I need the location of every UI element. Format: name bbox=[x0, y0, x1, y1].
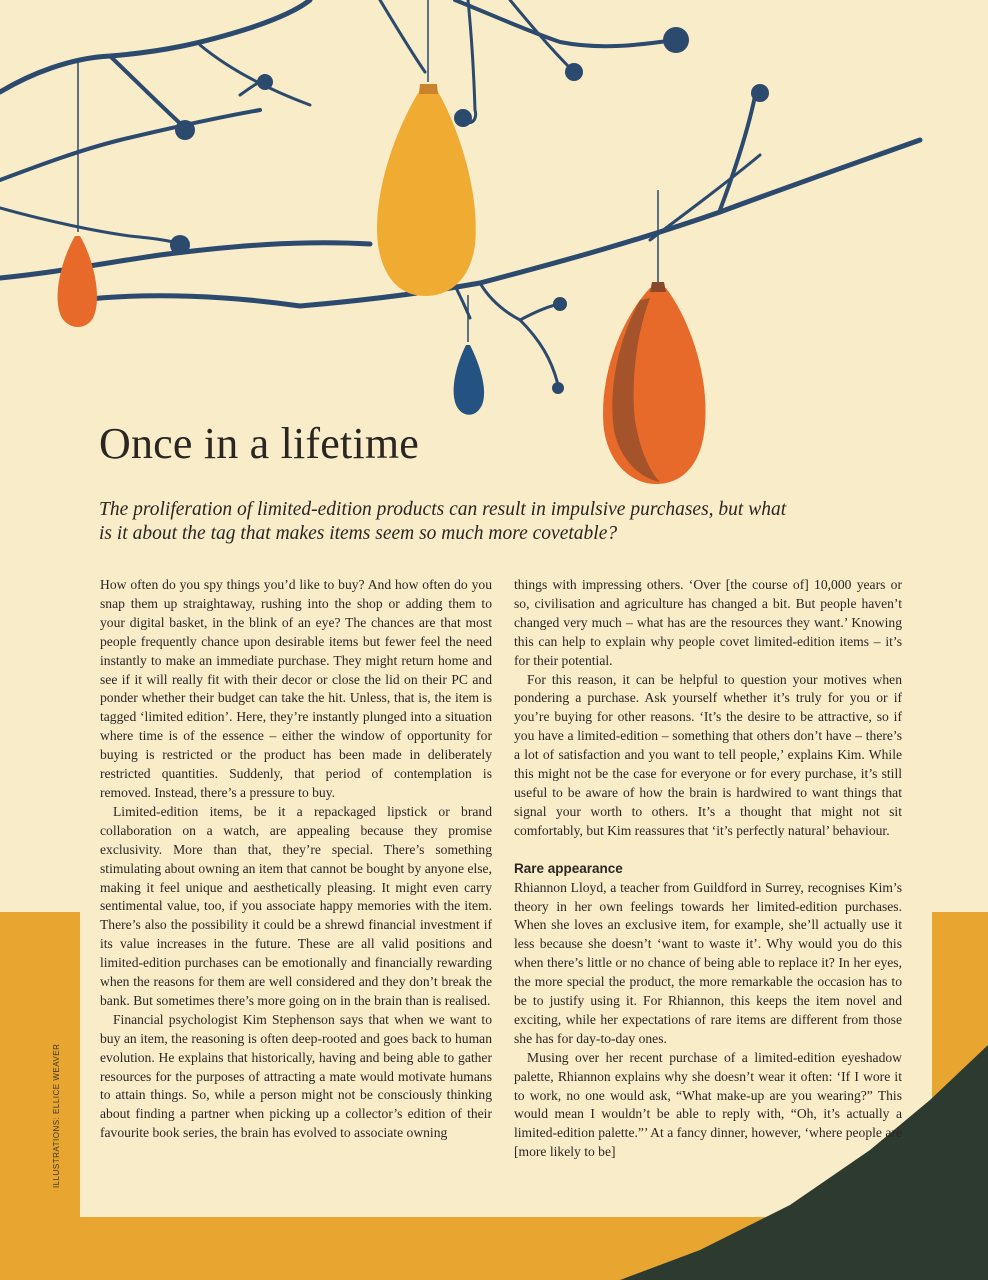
article-column-left bbox=[100, 576, 492, 1143]
paragraph: How often do you spy things you’d like to buy? And how often do you snap them up straightaway, rushing into the shop or adding them to your digital basket, in the blink of an eye? The chances are that most people frequently chance upon desirable items but fewer feel the need instantly to make an immediate purchase. They might return home and see if it will really fit with their decor or close the lid on their PC and ponder whether their budget can take the hit. Unless, that is, the item is tagged ‘limited edition’. Here, they’re instantly plunged into a situation where time is of the essence – either the window of opportunity for buying is restricted or the product has been made in deliberately restricted quantities. Suddenly, that period of contemplation is removed. Instead, there’s a pressure to buy. bbox=[100, 577, 492, 800]
paragraph: For this reason, it can be helpful to question your motives when pondering a purchase. Ask yourself whether it’s truly for you or if you’re buying for other reasons. ‘It’s the desire to be attractive, so if you have a limited-edition – something that others don’t have – there’s a lot of satisfaction and you want to tell people,’ explains Kim. While this might not be the case for everyone or for every purchase, it’s still useful to be aware of how the brain is hardwired to want things that signal your worth to others. It’s a thought that might not sit comfortably, but Kim reassures that ‘it’s perfectly natural’ behaviour. bbox=[514, 671, 902, 838]
paragraph: Rhiannon Lloyd, a teacher from Guildford in Surrey, recognises Kim’s theory in her own feelings towards her limited-edition purchases. When she loves an exclusive item, for example, she’ll actually use it less because she doesn’t ‘want to waste it’. Why would you do this when there’s little or no chance of being able to replace it? In her eyes, the more special the product, the more remarkable the occasion has to be to justify using it. For Rhiannon, this keeps the item novel and exciting, while her expectations of rare items are different from those she has for day-to-day ones. bbox=[514, 879, 902, 1046]
orange-balloon-knot bbox=[650, 282, 666, 292]
article-column-right bbox=[514, 576, 902, 1162]
yellow-balloon-knot bbox=[419, 84, 438, 94]
article-title: Once in a lifetime bbox=[99, 419, 420, 468]
paragraph: Musing over her recent purchase of a limited-edition eyeshadow palette, Rhiannon explains why she doesn’t wear it often: ‘If I wore it to work, no one would ask, “What make-up are you wearing?” This would mean I wouldn’t be able to reply with, “Oh, it’s actually a limited-edition palette.”’ At a fancy dinner, however, ‘where people are [more likely to be] bbox=[514, 1049, 902, 1160]
article-standfirst: The proliferation of limited-edition products can result in impulsive purchases, but what is it about the tag that makes items seem so much more covetable? bbox=[99, 499, 787, 544]
illustration-credit: ILLUSTRATIONS: ELLICE WEAVER bbox=[52, 1043, 61, 1188]
subheading: Rare appearance bbox=[514, 860, 623, 876]
paragraph: Limited-edition items, be it a repackaged lipstick or brand collaboration on a watch, are appealing because they promise exclusivity. More than that, they’re special. There’s something stimulating about owning an item that cannot be bought by anyone else, making it feel unique and aesthetically pleasing. It might even carry sentimental value, too, if you associate happy memories with the item. There’s also the possibility it could be a shrewd financial investment if its value increases in the future. These are all valid positions and limited-edition purchases can be emotionally and financially rewarding when the reasons for them are well considered and they don’t break the bank. But sometimes there’s more going on in the brain than is realised. bbox=[100, 803, 492, 1008]
paragraph: Financial psychologist Kim Stephenson says that when we want to buy an item, the reasoning is often deep-rooted and goes back to human evolution. He explains that historically, having and being able to gather resources for the purposes of attracting a mate would motivate humans to attain things. So, while a person might not be consciously thinking about finding a partner when picking up a collector’s edition of their favourite book series, the brain has evolved to associate owning bbox=[100, 1011, 492, 1141]
paragraph: things with impressing others. ‘Over [the course of] 10,000 years or so, civilisation and agriculture has changed a bit. But people haven’t changed very much – what has are the resources they want.’ Knowing this can help to explain why people covet limited-edition items – it’s for their potential. bbox=[514, 577, 902, 668]
